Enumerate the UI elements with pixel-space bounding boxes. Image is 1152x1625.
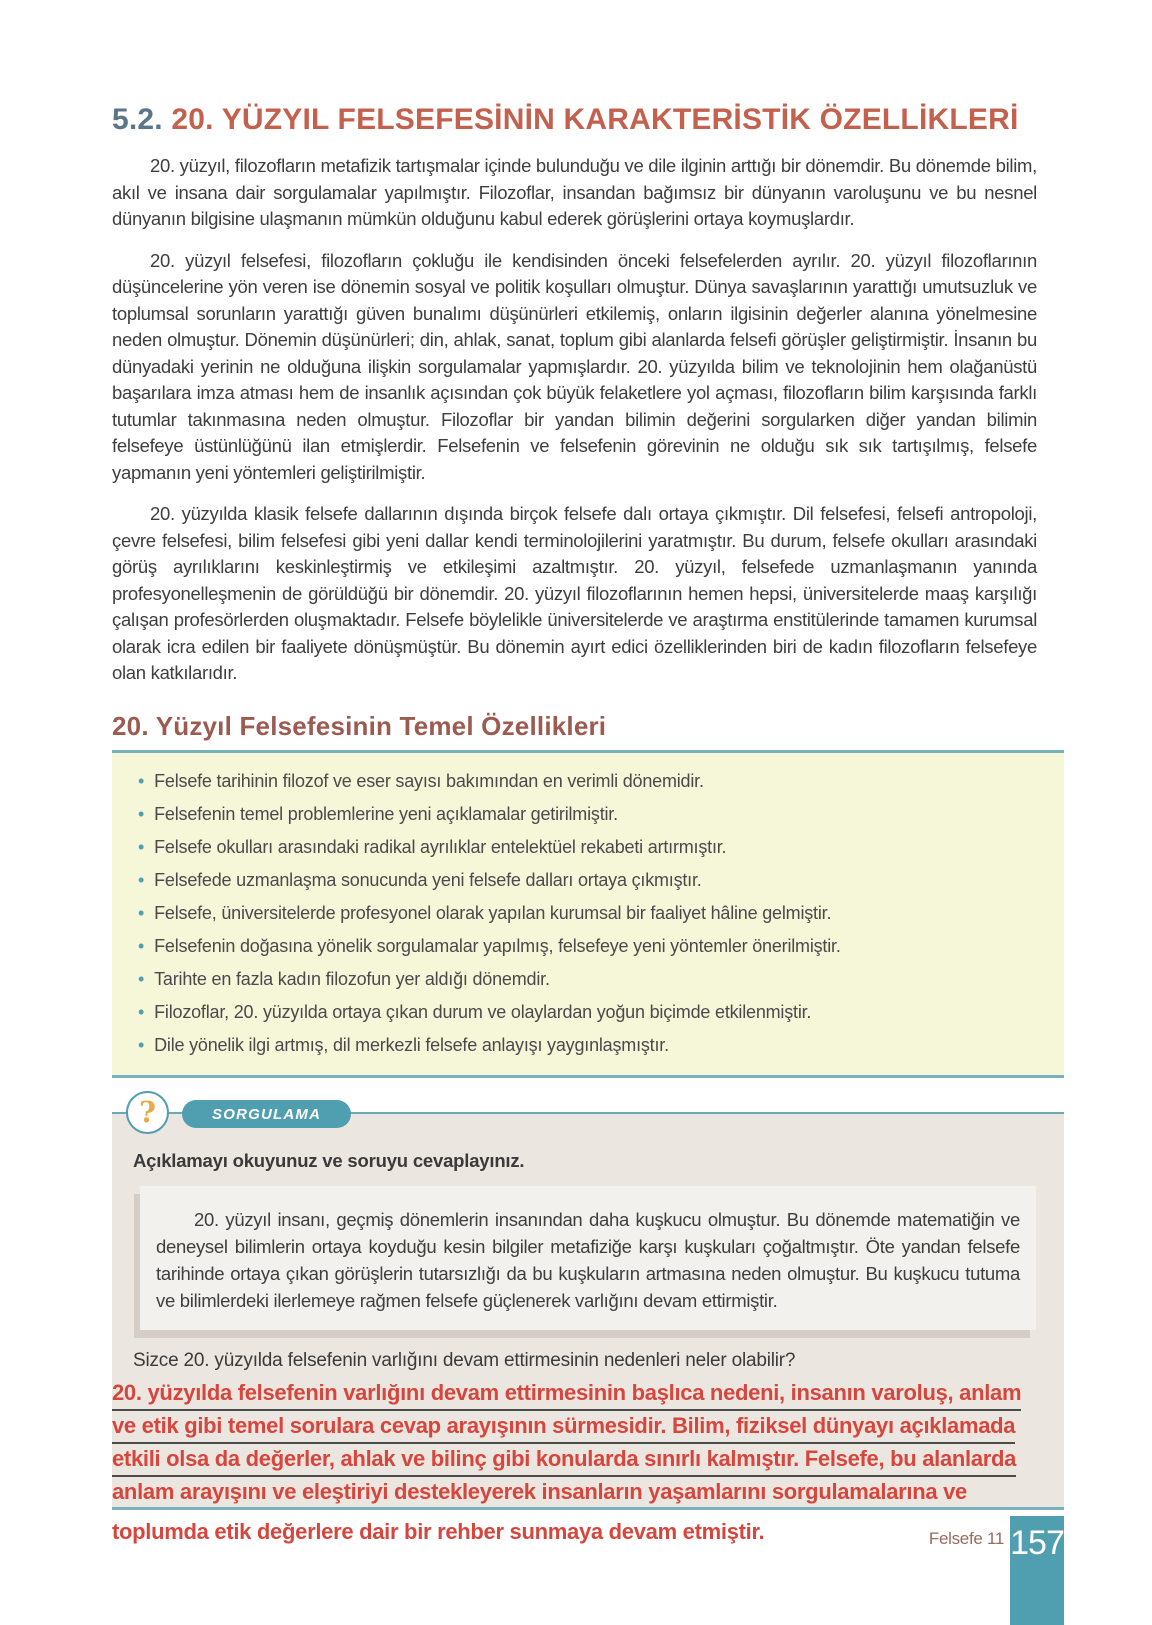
list-item: [138, 902, 1034, 924]
inquiry-banner: SORGULAMA: [182, 1100, 351, 1128]
bullet-dot-icon: •: [138, 770, 145, 791]
list-item-text: Felsefenin doğasına yönelik sorgulamalar yapılmış, felsefeye yeni yöntemler önerilmiştir.: [154, 935, 841, 956]
passage-box: [140, 1186, 1036, 1330]
paragraph: 20. yüzyıl, filozofların metafizik tartışmalar içinde bulunduğu ve dile ilginin arttığı bir dönemdir. Bu dönemde bilim, akıl ve insana dair sorgulamalar yapılmıştır. Filozoflar, insandan bağımsız bir dünyanın varoluşunu ve bu nesnel dünyanın bilgisine ulaşmanın mümkün olduğunu kabul ederek görüşlerini ortaya koymuşlardır.: [112, 155, 1037, 229]
list-item: [138, 770, 1034, 792]
list-item-text: Felsefe tarihinin filozof ve eser sayısı bakımından en verimli dönemidir.: [154, 770, 704, 791]
page-title-text: 20. YÜZYIL FELSEFESİNİN KARAKTERİSTİK ÖZELLİKLERİ: [171, 103, 1019, 136]
section-number: 5.2.: [112, 103, 163, 136]
list-item: [138, 1001, 1034, 1023]
paragraph: 20. yüzyıl felsefesi, filozofların çokluğu ile kendisinden önceki felsefelerden ayrılır. 20. yüzyıl filozoflarının düşüncelerine yön veren ise dönemin sosyal ve politik koşulları olmuştur. Dünya savaşlarının yarattığı umutsuzluk ve toplumsal sorunların yarattığı güven bunalımı düşünürleri etkilemiş, onların ilgisinin değerler alanına yönelmesine neden olmuştur. Dönemin düşünürleri; din, ahlak, sanat, toplum gibi alanlarda felsefi görüşler geliştirmiştir. İnsanın bu dünyadaki yerinin ne olduğuna ilişkin sorgulamalar yapmışlardır. 20. yüzyılda bilim ve teknolojinin hem olağanüstü başarılara imza atması hem de insanlık açısından çok büyük felaketlere yol açması, filozofların bilim karşısında farklı tutumlar takınmasına neden olmuştur. Filozoflar bir yandan bilimin değerini sorgularken diğer yandan bilimin felsefeye üstünlüğünü ilan etmişlerdir. Felsefenin ve felsefenin görevinin ne olduğu sık sık tartışılmış, felsefe yapmanın yeni yöntemleri geliştirilmiştir.: [112, 249, 1037, 483]
page-number-box: [1010, 1516, 1064, 1625]
list-item: [138, 968, 1034, 990]
page-number: 157: [1010, 1524, 1064, 1562]
answer-line: 20. yüzyılda felsefenin varlığını devam ettirmesinin başlıca nedeni, insanın varoluş, anlam: [112, 1378, 1064, 1411]
list-item-text: Filozoflar, 20. yüzyılda ortaya çıkan durum ve olaylardan yoğun biçimde etkilenmiştir.: [154, 1001, 812, 1022]
bullet-dot-icon: •: [138, 1001, 145, 1022]
bullet-dot-icon: •: [138, 803, 145, 824]
answer-line: etkili olsa da değerler, ahlak ve bilinç gibi konularda sınırlı kalmıştır. Felsefe, bu alanlarda: [112, 1444, 1064, 1477]
list-item-text: Felsefenin temel problemlerine yeni açıklamalar getirilmiştir.: [154, 803, 618, 824]
bullet-dot-icon: •: [138, 836, 145, 857]
bullet-dot-icon: •: [138, 968, 145, 989]
answer-line: toplumda etik değerlere dair bir rehber sunmaya devam etmiştir.: [112, 1518, 765, 1544]
list-item: [138, 935, 1034, 957]
features-heading: 20. Yüzyıl Felsefesinin Temel Özellikleri: [112, 710, 607, 741]
answer-line: ve etik gibi temel sorulara cevap arayışının sürmesidir. Bilim, fiziksel dünyayı açıklamada: [112, 1411, 1064, 1444]
passage-text: 20. yüzyıl insanı, geçmiş dönemlerin insanından daha kuşkucu olmuştur. Bu dönemde matematiğin ve deneysel bilimlerin ortaya koyduğu kesin bilgiler metafiziğe karşı kuşkuları çoğaltmıştır. Öte yandan felsefe tarihinde ortaya çıkan görüşlerin tutarsızlığı da bu kuşkuların artmasına neden olmuştur. Bu kuşkucu tutuma ve bilimlerdeki ilerlemeye rağmen felsefe güçlenerek varlığını devam ettirmiştir.: [156, 1208, 1020, 1311]
page-title: [112, 102, 1064, 138]
list-item: [138, 803, 1034, 825]
list-item-text: Felsefe, üniversitelerde profesyonel olarak yapılan kurumsal bir faaliyet hâline gelmiştir.: [154, 902, 832, 923]
bullet-dot-icon: •: [138, 1034, 145, 1055]
bullet-dot-icon: •: [138, 935, 145, 956]
list-item-text: Dile yönelik ilgi artmış, dil merkezli felsefe anlayışı yaygınlaşmıştır.: [154, 1034, 669, 1055]
page-content-column: [112, 0, 1064, 1547]
list-item: [138, 1034, 1034, 1056]
list-item: [138, 869, 1034, 891]
question-mark-icon: ?: [126, 1091, 169, 1134]
bullet-dot-icon: •: [138, 902, 145, 923]
bullet-dot-icon: •: [138, 869, 145, 890]
list-item-text: Tarihte en fazla kadın filozofun yer aldığı dönemdir.: [154, 968, 550, 989]
answer-line: anlam arayışını ve eleştiriyi destekleyerek insanların yaşamlarını sorgulamalarına ve: [112, 1478, 967, 1504]
question-text: Sizce 20. yüzyılda felsefenin varlığını devam ettirmesinin nedenleri neler olabilir?: [133, 1349, 796, 1371]
inquiry-section: [112, 1095, 1064, 1510]
list-item: [138, 836, 1034, 858]
footer-book-title: Felsefe 11: [928, 1529, 1004, 1548]
list-item-text: Felsefede uzmanlaşma sonucunda yeni felsefe dalları ortaya çıkmıştır.: [154, 869, 702, 890]
features-box: [112, 750, 1064, 1078]
paragraph: 20. yüzyılda klasik felsefe dallarının dışında birçok felsefe dalı ortaya çıkmıştır. Dil felsefesi, felsefi antropoloji, çevre felsefesi, bilim felsefesi gibi yeni dallar kendi terminolojilerini yaratmıştır. Bu durum, felsefe okulları arasındaki görüş ayrılıklarını keskinleştirmiş ve etkileşimi azaltmıştır. 20. yüzyıl, felsefede uzmanlaşmanın yanında profesyonelleşmenin de görüldüğü bir dönemdir. 20. yüzyıl filozoflarının hemen hepsi, üniversitelerde maaş karşılığı çalışan profesörlerden oluşmaktadır. Felsefe böylelikle üniversitelerde ve araştırma enstitülerinde tamamen kurumsal olarak icra edilen bir faaliyete dönüşmüştür. Bu dönemin ayırt edici özelliklerinden biri de kadın filozofların felsefeye olan katkılarıdır.: [112, 503, 1037, 683]
instruction-text: Açıklamayı okuyunuz ve soruyu cevaplayınız.: [133, 1149, 525, 1171]
list-item-text: Felsefe okulları arasındaki radikal ayrılıklar entelektüel rekabeti artırmıştır.: [154, 836, 727, 857]
